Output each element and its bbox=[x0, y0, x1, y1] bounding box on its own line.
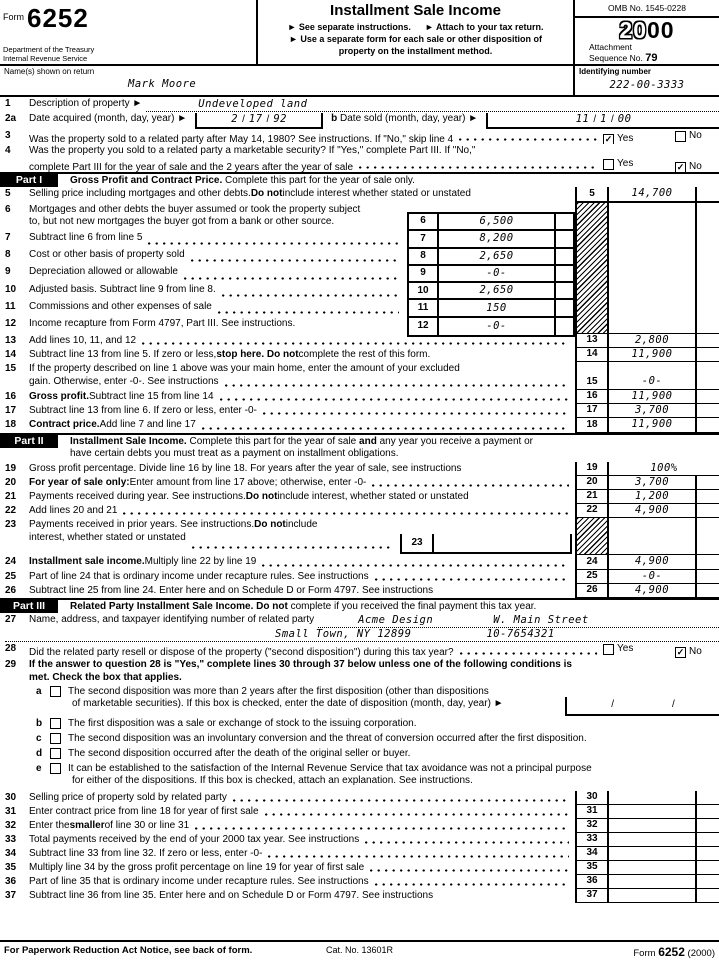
line-24-box: 24 bbox=[575, 555, 609, 570]
line-4 bbox=[0, 144, 719, 157]
line-22-number: 22 bbox=[5, 505, 17, 516]
line-6-text-1: Mortgages and other debts the buyer assumed or took the property subject bbox=[29, 204, 361, 215]
line-15-box: 15 bbox=[575, 375, 609, 390]
line-18-box: 18 bbox=[575, 418, 609, 433]
line-10-cents[interactable] bbox=[554, 283, 573, 298]
line-17-amount[interactable]: 3,700 bbox=[609, 404, 695, 418]
line-4-no-checkbox[interactable]: ✓ bbox=[676, 161, 685, 172]
line-16-box: 16 bbox=[575, 390, 609, 404]
line-35-number: 35 bbox=[5, 862, 17, 873]
line-4-no-label: No bbox=[689, 161, 702, 172]
line-37-box: 37 bbox=[575, 889, 609, 903]
line-19 bbox=[0, 462, 719, 476]
line-29c-text: The second disposition was an involuntary conversion and the threat of conversion occurred after the first disposition. bbox=[68, 733, 587, 744]
line-31 bbox=[0, 805, 719, 819]
line-29a-date-field[interactable]: / / bbox=[565, 697, 719, 716]
taxpayer-name-field[interactable]: Mark Moore bbox=[128, 78, 197, 90]
form-word: Form bbox=[3, 12, 24, 22]
line-3-no-checkbox[interactable] bbox=[675, 131, 686, 142]
line-28-text: Did the related party resell or dispose of the property ("second disposition") during this tax year? bbox=[29, 646, 454, 658]
line-36-cents[interactable] bbox=[695, 875, 719, 889]
line-28-number: 28 bbox=[5, 643, 17, 654]
line-11-cents[interactable] bbox=[554, 300, 573, 315]
omb-number: OMB No. 1545-0228 bbox=[575, 0, 719, 18]
form-number: 6252 bbox=[27, 3, 89, 33]
line-2 bbox=[0, 112, 719, 129]
line-24-text: Installment sale income. bbox=[29, 556, 145, 567]
line-29e-letter: e bbox=[36, 763, 42, 774]
line-34-amount[interactable] bbox=[609, 847, 695, 861]
line-29-text-1: If the answer to question 28 is "Yes," complete lines 30 through 37 below unless one of the following conditions is bbox=[29, 659, 572, 670]
line-34 bbox=[0, 847, 719, 861]
line-29b-checkbox[interactable] bbox=[50, 718, 61, 729]
line-29a-text-2: of marketable securities). If this box is checked, enter the date of disposition (month, day, year) ► bbox=[72, 698, 504, 709]
instr-attach: ► Attach to your tax return. bbox=[424, 21, 544, 32]
tax-year: 2000 bbox=[619, 16, 675, 43]
line-27-continued bbox=[0, 628, 719, 642]
line-22-cents[interactable] bbox=[695, 504, 719, 518]
line-28 bbox=[0, 642, 719, 658]
sequence-number: Sequence No. 79 bbox=[589, 52, 658, 65]
irs-label: Internal Revenue Service bbox=[3, 54, 88, 63]
line-26 bbox=[0, 584, 719, 598]
line-33-text: Total payments received by the end of your 2000 tax year. See instructions bbox=[29, 834, 360, 845]
line-29c bbox=[0, 732, 719, 747]
line-15-amount[interactable]: -0- bbox=[609, 375, 695, 390]
line-18-amount[interactable]: 11,900 bbox=[609, 418, 695, 433]
line-29 bbox=[0, 658, 719, 671]
line-4-continued bbox=[0, 157, 719, 172]
line-10-value-row: 10 2,650 bbox=[409, 283, 573, 300]
line-29c-checkbox[interactable] bbox=[50, 733, 61, 744]
line-2b-letter: b bbox=[331, 113, 338, 124]
line-26-text: Subtract line 25 from line 24. Enter here and on Schedule D or Form 4797. See instructions bbox=[29, 585, 434, 596]
line-2b-label: Date sold (month, day, year) ► bbox=[340, 113, 479, 124]
line-3-yes-checkbox[interactable]: ✓ bbox=[604, 133, 613, 144]
line-30-amount[interactable] bbox=[609, 791, 695, 805]
line-31-text: Enter contract price from line 18 for year of first sale bbox=[29, 806, 259, 817]
line-13 bbox=[0, 334, 719, 348]
line-28-yes-label: Yes bbox=[617, 643, 634, 654]
line-29-text-2: met. Check the box that applies. bbox=[29, 672, 182, 683]
line-25 bbox=[0, 570, 719, 584]
line-30-number: 30 bbox=[5, 792, 17, 803]
line-33-box: 33 bbox=[575, 833, 609, 847]
line-9-text: Depreciation allowed or allowable bbox=[29, 266, 178, 278]
line-30 bbox=[0, 791, 719, 805]
line-23-value-box: 23 bbox=[400, 534, 572, 554]
line-19-text: Gross profit percentage. Divide line 16 by line 18. For years after the year of sale, see instructions bbox=[29, 463, 462, 474]
line-5-box: 5 bbox=[575, 187, 609, 203]
line-37-number: 37 bbox=[5, 890, 17, 901]
line-12-amount[interactable]: -0- bbox=[486, 319, 507, 332]
form-title: Installment Sale Income bbox=[330, 2, 501, 19]
line-16-amount[interactable]: 11,900 bbox=[609, 390, 695, 404]
line-29d-checkbox[interactable] bbox=[50, 748, 61, 759]
dept-treasury: Department of the Treasury bbox=[3, 45, 95, 54]
line-6-number: 6 bbox=[5, 204, 11, 215]
line-25-amount[interactable]: -0- bbox=[609, 570, 695, 584]
lines-6-12-value-table bbox=[407, 212, 575, 337]
line-4-number: 4 bbox=[5, 145, 11, 156]
line-9-number: 9 bbox=[5, 266, 11, 278]
name-identifier-row bbox=[0, 66, 719, 97]
line-37-amount[interactable] bbox=[609, 889, 695, 903]
line-36-amount[interactable] bbox=[609, 875, 695, 889]
line-21: 21 Payments received during year. See instructions. Do not include interest, whether stated or unstated 21 1,200 bbox=[0, 490, 719, 504]
line-37 bbox=[0, 889, 719, 903]
part-3-tag: Part III bbox=[0, 600, 58, 613]
line-4-yes-label: Yes bbox=[617, 158, 634, 169]
line-7-number: 7 bbox=[5, 232, 11, 243]
line-36-text: Part of line 35 that is ordinary income under recapture rules. See instructions bbox=[29, 876, 369, 887]
line-33-amount[interactable] bbox=[609, 833, 695, 847]
line-3-text: Was the property sold to a related party after May 14, 1980? See instructions. If "No," skip line 4 bbox=[29, 133, 454, 144]
line-23-blank-cents bbox=[695, 518, 719, 555]
line-1-entry[interactable]: Undeveloped land bbox=[146, 98, 719, 113]
line-25-number: 25 bbox=[5, 571, 17, 582]
line-15-number: 15 bbox=[5, 363, 17, 374]
line-7-amount[interactable]: 8,200 bbox=[479, 232, 514, 245]
line-29b-text: The first disposition was a sale or exchange of stock to the issuing corporation. bbox=[68, 718, 417, 729]
line-29e bbox=[0, 762, 719, 775]
line-29d bbox=[0, 747, 719, 762]
date-acquired-field[interactable]: 2 / 17 / 92 bbox=[195, 113, 323, 129]
line-35-box: 35 bbox=[575, 861, 609, 875]
line-16-text: Gross profit. bbox=[29, 391, 90, 402]
line-21-text: Payments received during year. See instructions. bbox=[29, 491, 246, 502]
line-29a-checkbox[interactable] bbox=[50, 686, 61, 697]
line-27-number: 27 bbox=[5, 614, 17, 625]
line-32: 32 Enter the smaller of line 30 or line 31 32 bbox=[0, 819, 719, 833]
line-23-block: 23 Payments received in prior years. See instructions. Do not include interest, whether stated or unstated 23 bbox=[0, 518, 719, 555]
line-22-text: Add lines 20 and 21 bbox=[29, 505, 118, 516]
line-8-amount[interactable]: 2,650 bbox=[479, 249, 514, 262]
line-28-yes-checkbox[interactable] bbox=[603, 644, 614, 655]
line-8-text: Cost or other basis of property sold bbox=[29, 249, 185, 261]
line-33-cents[interactable] bbox=[695, 833, 719, 847]
catalog-number: Cat. No. 13601R bbox=[325, 945, 394, 955]
line-31-box: 31 bbox=[575, 805, 609, 819]
line-15-continued bbox=[0, 375, 719, 390]
line-22 bbox=[0, 504, 719, 518]
line-12-text: Income recapture from Form 4797, Part III. See instructions. bbox=[29, 317, 296, 329]
instr-see-separate: ► See separate instructions. bbox=[287, 21, 411, 32]
line-5-text: Selling price including mortgages and other debts. bbox=[29, 188, 251, 199]
line-7-value-row: 7 8,200 bbox=[409, 231, 573, 248]
line-32-cents[interactable] bbox=[695, 819, 719, 833]
line-21-number: 21 bbox=[5, 491, 17, 502]
line-20-cents[interactable] bbox=[695, 476, 719, 490]
line-19-amount[interactable]: 100% bbox=[609, 462, 719, 476]
line-18-cents[interactable] bbox=[695, 418, 719, 433]
line-32-amount[interactable] bbox=[609, 819, 695, 833]
line-3 bbox=[0, 129, 719, 144]
line-26-box: 26 bbox=[575, 584, 609, 598]
line-1 bbox=[0, 97, 719, 112]
part-3-header: Part III Related Party Installment Sale Income. Do not complete if you received the final payment this tax year. bbox=[0, 598, 719, 613]
line-35-cents[interactable] bbox=[695, 861, 719, 875]
line-32-number: 32 bbox=[5, 820, 17, 831]
line-20: 20 For year of sale only: Enter amount from line 17 above; otherwise, enter -0- 20 3,700 bbox=[0, 476, 719, 490]
line-29c-letter: c bbox=[36, 733, 42, 744]
form-footer-id: Form 6252 (2000) bbox=[633, 945, 715, 959]
line-21-box: 21 bbox=[575, 490, 609, 504]
form-title-block bbox=[258, 0, 573, 64]
line-9-value-row: 9 -0- bbox=[409, 266, 573, 283]
line-29e-checkbox[interactable] bbox=[50, 763, 61, 774]
line-16: 16 Gross profit. Subtract line 15 from line 14 16 11,900 bbox=[0, 390, 719, 404]
line-5-number: 5 bbox=[5, 188, 11, 199]
lines-6-12-shaded-cell bbox=[575, 203, 609, 334]
line-32-text: Enter the bbox=[29, 820, 70, 831]
line-29e-continued bbox=[0, 775, 719, 791]
line-4-text-2: complete Part III for the year of sale and the 2 years after the year of sale bbox=[29, 161, 354, 172]
line-8-value-row: 8 2,650 bbox=[409, 249, 573, 266]
line-10-text: Adjusted basis. Subtract line 9 from line 8. bbox=[29, 283, 216, 295]
line-16-number: 16 bbox=[5, 391, 17, 402]
line-3-yes-label: Yes bbox=[617, 133, 634, 144]
identifying-number-field[interactable]: 222-00-3333 bbox=[609, 79, 685, 91]
line-23-amount[interactable] bbox=[434, 534, 570, 552]
paperwork-notice: For Paperwork Reduction Act Notice, see back of form. bbox=[4, 945, 253, 956]
line-33 bbox=[0, 833, 719, 847]
line-34-text: Subtract line 33 from line 32. If zero or less, enter -0- bbox=[29, 848, 263, 859]
line-37-text: Subtract line 36 from line 35. Enter here and on Schedule D or Form 4797. See instructions bbox=[29, 890, 434, 901]
line-23-number: 23 bbox=[5, 519, 17, 530]
line-17-box: 17 bbox=[575, 404, 609, 418]
line-35-text: Multiply line 34 by the gross profit percentage on line 19 for year of first sale bbox=[29, 862, 365, 873]
line-23-text-2: interest, whether stated or unstated bbox=[29, 532, 186, 543]
line-5-amount[interactable]: 14,700 bbox=[609, 187, 695, 203]
line-33-number: 33 bbox=[5, 834, 17, 845]
line-24: 24 Installment sale income. Multiply line 22 by line 19 24 4,900 bbox=[0, 555, 719, 570]
line-13-cents[interactable] bbox=[695, 334, 719, 348]
line-15-text-1: If the property described on line 1 above was your main home, enter the amount of your excluded bbox=[29, 363, 460, 374]
line-29-continued bbox=[0, 671, 719, 685]
line-25-text: Part of line 24 that is ordinary income under recapture rules. See instructions bbox=[29, 571, 369, 582]
line-24-amount[interactable]: 4,900 bbox=[609, 555, 695, 570]
line-27-entry-2[interactable]: Small Town, NY 12899 10-7654321 bbox=[5, 628, 719, 642]
line-29e-text-2: for either of the dispositions. If this box is checked, attach an explanation. See instructions. bbox=[72, 775, 473, 786]
line-3-no-label: No bbox=[689, 130, 702, 141]
line-27-label: Name, address, and taxpayer identifying number of related party bbox=[29, 614, 315, 625]
line-13-number: 13 bbox=[5, 335, 17, 346]
line-8-cents[interactable] bbox=[554, 249, 573, 264]
line-29b bbox=[0, 717, 719, 732]
line-11-value-row: 11 150 bbox=[409, 300, 573, 317]
line-18: 18 Contract price. Add line 7 and line 17 18 11,900 bbox=[0, 418, 719, 433]
line-14-cents[interactable] bbox=[695, 348, 719, 362]
line-7-text: Subtract line 6 from line 5 bbox=[29, 232, 143, 243]
line-14-number: 14 bbox=[5, 349, 17, 360]
line-31-number: 31 bbox=[5, 806, 17, 817]
part-1-tag: Part I bbox=[0, 174, 58, 187]
line-20-box: 20 bbox=[575, 476, 609, 490]
line-29e-text-1: It can be established to the satisfaction of the Internal Revenue Service that tax avoidance was not a principal purpose bbox=[68, 763, 592, 774]
line-36-number: 36 bbox=[5, 876, 17, 887]
line-17 bbox=[0, 404, 719, 418]
line-20-number: 20 bbox=[5, 477, 17, 488]
line-11-amount[interactable]: 150 bbox=[486, 301, 507, 314]
form-footer bbox=[0, 940, 719, 963]
date-sold-field[interactable]: 11 / 1 / 00 bbox=[486, 113, 719, 129]
line-32-box: 32 bbox=[575, 819, 609, 833]
line-20-amount[interactable]: 3,700 bbox=[609, 476, 695, 490]
line-19-box: 19 bbox=[575, 462, 609, 476]
lines-6-12-block bbox=[0, 203, 719, 334]
line-27-entry-1[interactable]: Acme Design W. Main Street bbox=[318, 614, 719, 628]
line-29d-letter: d bbox=[36, 748, 43, 759]
line-25-box: 25 bbox=[575, 570, 609, 584]
line-4-text-1: Was the property you sold to a related party a marketable security? If "Yes," complete Part III. If "No," bbox=[29, 145, 476, 156]
line-15-cents[interactable] bbox=[695, 375, 719, 390]
line-15-text-2: gain. Otherwise, enter -0-. See instructions bbox=[29, 376, 219, 387]
line-10-number: 10 bbox=[5, 283, 17, 295]
identifying-number-label: Identifying number bbox=[579, 67, 651, 76]
part-2-subtitle-2: have certain debts you must treat as a payment on installment obligations. bbox=[70, 448, 399, 459]
line-1-label: Description of property ► bbox=[29, 98, 143, 109]
line-13-box: 13 bbox=[575, 334, 609, 348]
line-6-value-row: 6 6,500 bbox=[409, 214, 573, 231]
line-11-text: Commissions and other expenses of sale bbox=[29, 300, 212, 312]
part-1-header: Part I Gross Profit and Contract Price. Complete this part for the year of sale only. bbox=[0, 172, 719, 187]
line-14-box: 14 bbox=[575, 348, 609, 362]
line-28-no-label: No bbox=[689, 646, 702, 657]
line-18-number: 18 bbox=[5, 419, 17, 430]
form-id-block bbox=[0, 0, 258, 64]
line-7-cents[interactable] bbox=[554, 231, 573, 246]
line-23-text-1: Payments received in prior years. See instructions. bbox=[29, 519, 255, 530]
line-12-number: 12 bbox=[5, 317, 17, 329]
line-29a-letter: a bbox=[36, 686, 42, 697]
line-20-text: For year of sale only: bbox=[29, 477, 130, 488]
line-14: 14 Subtract line 13 from line 5. If zero or less, stop here. Do not complete the rest of this form. 14 11,900 bbox=[0, 348, 719, 362]
line-4-yes-checkbox[interactable] bbox=[603, 159, 614, 170]
line-35-amount[interactable] bbox=[609, 861, 695, 875]
line-37-cents[interactable] bbox=[695, 889, 719, 903]
line-30-box: 30 bbox=[575, 791, 609, 805]
part-2-header: Part II Installment Sale Income. Complete this part for the year of sale and any year you receive a payment or bbox=[0, 433, 719, 448]
line-26-cents[interactable] bbox=[695, 584, 719, 598]
instr-use-separate-1: ► Use a separate form for each sale or other disposition of bbox=[289, 33, 542, 44]
line-26-number: 26 bbox=[5, 585, 17, 596]
line-12-value-row: 12 -0- bbox=[409, 318, 573, 335]
line-22-amount[interactable]: 4,900 bbox=[609, 504, 695, 518]
line-29-number: 29 bbox=[5, 659, 17, 670]
line-30-cents[interactable] bbox=[695, 791, 719, 805]
line-21-cents[interactable] bbox=[695, 490, 719, 504]
line-5-cents[interactable] bbox=[695, 187, 719, 203]
line-3-number: 3 bbox=[5, 130, 11, 141]
line-24-number: 24 bbox=[5, 556, 17, 567]
line-17-number: 17 bbox=[5, 405, 17, 416]
line-31-cents[interactable] bbox=[695, 805, 719, 819]
line-18-text: Contract price. bbox=[29, 419, 100, 430]
line-14-text: Subtract line 13 from line 5. If zero or less, bbox=[29, 349, 217, 360]
line-35 bbox=[0, 861, 719, 875]
line-1-number: 1 bbox=[5, 98, 11, 109]
line-6-amount[interactable]: 6,500 bbox=[479, 215, 514, 228]
line-15 bbox=[0, 362, 719, 375]
line-26-amount[interactable]: 4,900 bbox=[609, 584, 695, 598]
line-17-cents[interactable] bbox=[695, 404, 719, 418]
lines-6-12-blank-cents bbox=[695, 203, 719, 334]
line-36-box: 36 bbox=[575, 875, 609, 889]
line-13-amount[interactable]: 2,800 bbox=[609, 334, 695, 348]
omb-block bbox=[573, 0, 719, 64]
line-12-cents[interactable] bbox=[554, 318, 573, 335]
line-19-number: 19 bbox=[5, 463, 17, 474]
line-6-text-2: to, but not new mortgages the buyer got from a bank or other source. bbox=[29, 216, 335, 227]
line-23-shaded-cell bbox=[575, 518, 609, 555]
line-25-cents[interactable] bbox=[695, 570, 719, 584]
line-31-amount[interactable] bbox=[609, 805, 695, 819]
line-5: 5 Selling price including mortgages and other debts. Do not include interest whether stated or unstated 5 14,700 bbox=[0, 187, 719, 203]
attachment-label: Attachment bbox=[589, 41, 632, 52]
line-30-text: Selling price of property sold by related party bbox=[29, 792, 227, 803]
line-9-cents[interactable] bbox=[554, 266, 573, 281]
line-17-text: Subtract line 13 from line 6. If zero or less, enter -0- bbox=[29, 405, 257, 416]
line-24-cents[interactable] bbox=[695, 555, 719, 570]
line-34-cents[interactable] bbox=[695, 847, 719, 861]
line-21-amount[interactable]: 1,200 bbox=[609, 490, 695, 504]
line-9-amount[interactable]: -0- bbox=[486, 266, 507, 279]
line-29b-letter: b bbox=[36, 718, 43, 729]
line-10-amount[interactable]: 2,650 bbox=[479, 284, 514, 297]
line-2a-number: 2a bbox=[5, 113, 17, 124]
line-27 bbox=[0, 613, 719, 628]
line-11-number: 11 bbox=[5, 300, 16, 312]
line-14-amount[interactable]: 11,900 bbox=[609, 348, 695, 362]
line-8-number: 8 bbox=[5, 249, 11, 261]
lines-6-12-blank-amount bbox=[609, 203, 695, 334]
form-header bbox=[0, 0, 719, 66]
line-2a-label: Date acquired (month, day, year) ► bbox=[29, 113, 188, 124]
name-label: Name(s) shown on return bbox=[4, 67, 95, 76]
line-34-number: 34 bbox=[5, 848, 17, 859]
line-6-cents[interactable] bbox=[554, 214, 573, 229]
line-36 bbox=[0, 875, 719, 889]
part-2-tag: Part II bbox=[0, 435, 58, 448]
line-29a-text-1: The second disposition was more than 2 years after the first disposition (other than dispositions bbox=[68, 686, 489, 697]
line-29d-text: The second disposition occurred after the death of the original seller or buyer. bbox=[68, 748, 411, 759]
line-23-blank-amount bbox=[609, 518, 695, 555]
instr-use-separate-2: property on the installment method. bbox=[338, 46, 493, 57]
line-13-text: Add lines 10, 11, and 12 bbox=[29, 335, 137, 346]
line-28-no-checkbox[interactable]: ✓ bbox=[676, 646, 685, 657]
line-16-cents[interactable] bbox=[695, 390, 719, 404]
line-22-box: 22 bbox=[575, 504, 609, 518]
line-34-box: 34 bbox=[575, 847, 609, 861]
